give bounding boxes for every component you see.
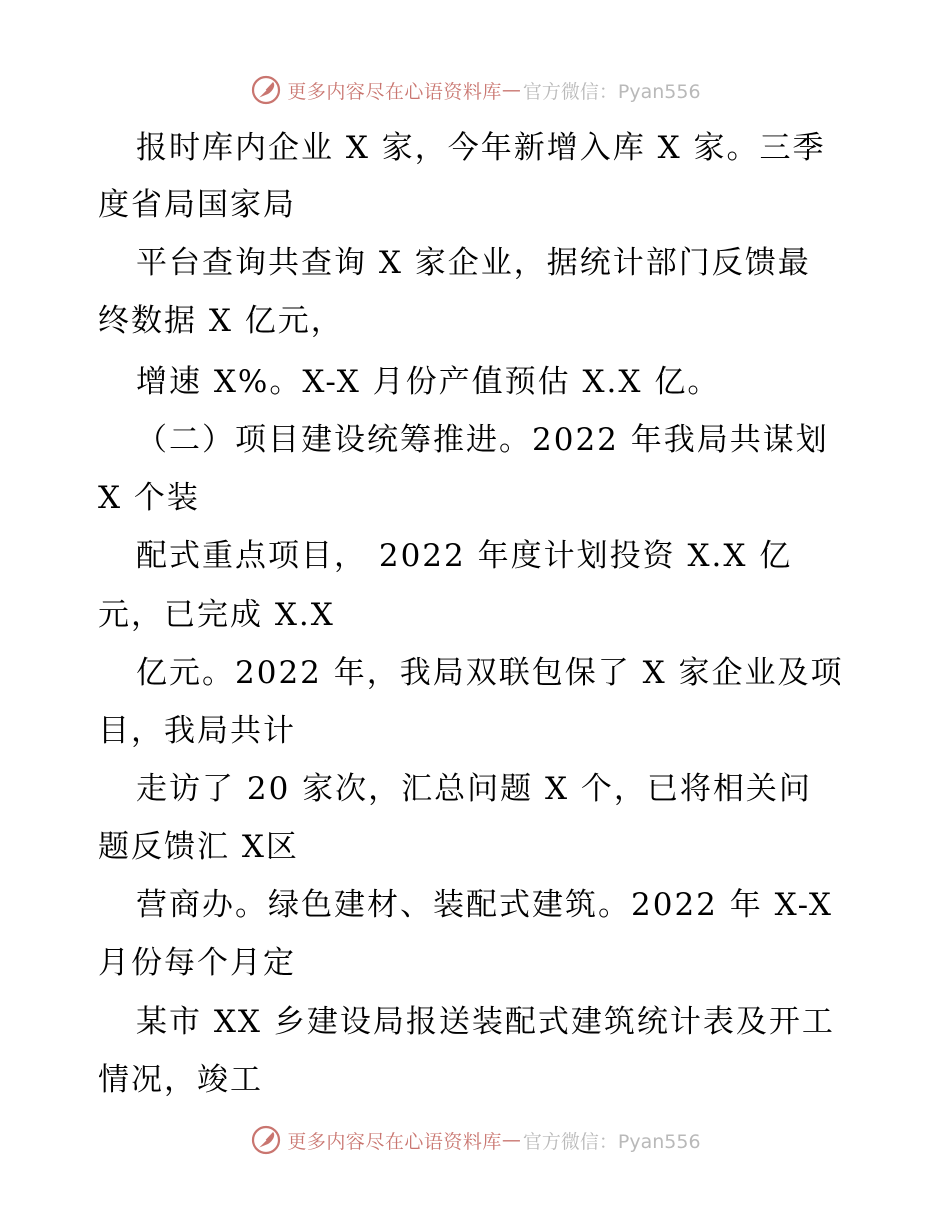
feather-pen-logo-icon [249,1123,283,1157]
document-line: 度省局国家局 [98,187,296,223]
watermark-separator: — [501,79,521,101]
footer-watermark [0,1120,950,1160]
watermark-brand-text: 更多内容尽在心语资料库 [287,80,502,103]
watermark-separator: — [501,1129,521,1151]
document-line: 某市 XX 乡建设局报送装配式建筑统计表及开工 [136,1004,835,1040]
document-line: 配式重点项目， 2022 年度计划投资 X.X 亿 [136,538,793,574]
document-line: 走访了 20 家次，汇总问题 X 个，已将相关问 [136,771,812,807]
document-line: 元，已完成 X.X [98,597,335,633]
watermark-wechat-text: 官方微信：Pyan556 [522,80,701,103]
watermark-wechat-text: 官方微信：Pyan556 [522,1130,701,1153]
feather-pen-logo-icon [249,73,283,107]
document-line: 平台查询共查询 X 家企业，据统计部门反馈最 [136,245,811,281]
header-watermark [0,70,950,110]
document-line: （二）项目建设统筹推进。2022 年我局共谋划 [136,422,829,458]
document-line: 营商办。绿色建材、装配式建筑。2022 年 X-X [136,887,834,923]
document-line: 报时库内企业 X 家，今年新增入库 X 家。三季 [136,130,826,166]
document-line: 亿元。2022 年，我局双联包保了 X 家企业及项 [136,655,844,691]
document-line: 增速 X%。X-X 月份产值预估 X.X 亿。 [136,364,721,400]
document-line: 终数据 X 亿元， [98,303,344,339]
document-line: 题反馈汇 X区 [98,829,299,865]
document-line: X 个装 [98,480,200,516]
document-line: 月份每个月定 [98,945,296,981]
document-line: 情况，竣工 [98,1062,263,1098]
watermark-brand-text: 更多内容尽在心语资料库 [287,1130,502,1153]
document-line: 目，我局共计 [98,713,296,749]
